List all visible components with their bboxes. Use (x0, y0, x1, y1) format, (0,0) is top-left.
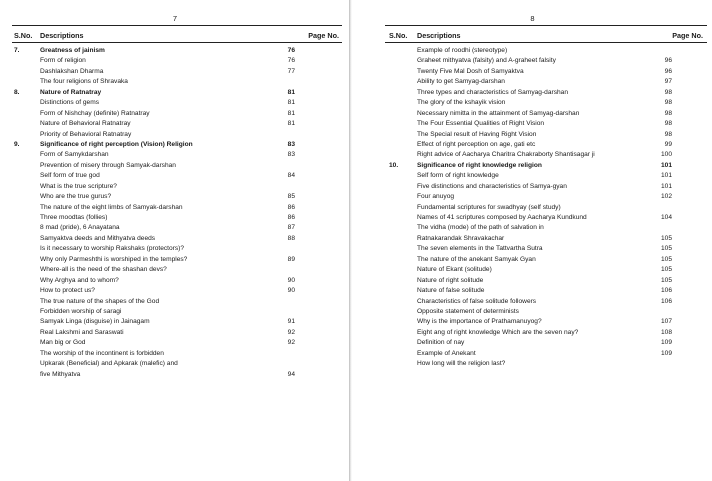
toc-row (389, 171, 672, 181)
description: The nature of the anekant Samyak Gyan (417, 255, 536, 263)
toc-row (14, 255, 295, 265)
page-ref: 96 (664, 67, 672, 75)
description: Why is the importance of Prathamanuyog? (417, 318, 542, 326)
sno-header: S.No. (389, 31, 408, 40)
toc-chapter-row (14, 46, 295, 56)
toc-row (389, 286, 672, 296)
description: How to protect us? (40, 287, 95, 295)
descriptions-header: Descriptions (40, 31, 84, 40)
page-ref: 90 (287, 287, 295, 295)
description: Who are the true gurus? (40, 193, 112, 201)
description: Greatness of jainism (40, 47, 105, 54)
description: Twenty Five Mal Dosh of Samyaktva (417, 67, 524, 75)
toc-row (389, 223, 672, 233)
page-ref: 92 (287, 328, 295, 336)
toc-row (14, 328, 295, 338)
page-ref: 98 (664, 130, 672, 138)
toc-row (389, 307, 672, 317)
page-ref: 98 (664, 88, 672, 96)
toc-row (14, 171, 295, 181)
toc-row (389, 130, 672, 140)
description: Dashlakshan Dharma (40, 67, 104, 75)
page-ref: 106 (660, 287, 672, 295)
page-ref: 81 (287, 88, 295, 96)
toc-row (14, 182, 295, 192)
serial-number: 8. (14, 88, 20, 96)
description: Graheet mithyatva (falsity) and A-graheet falsity (417, 57, 556, 65)
page-ref: 98 (664, 109, 672, 117)
page-ref: 83 (287, 140, 295, 148)
description: Self form of true god (40, 172, 100, 180)
description: Nature of false solitude (417, 287, 485, 295)
toc-row (389, 276, 672, 286)
toc-row (389, 244, 672, 254)
descriptions-header: Descriptions (417, 31, 461, 40)
page-ref: 83 (287, 151, 295, 159)
page-ref: 76 (287, 57, 295, 65)
toc-chapter-row (14, 88, 295, 98)
toc-row (14, 109, 295, 119)
description: Upkarak (Beneficial) and Apkarak (malefic) and (40, 360, 178, 368)
description: The Special result of Having Right Vision (417, 130, 537, 138)
page-ref: 94 (287, 370, 295, 378)
page-ref: 101 (660, 182, 672, 190)
toc-list (389, 46, 672, 370)
toc-row (389, 265, 672, 275)
description: Samyak Linga (disguise) in Jainagam (40, 318, 150, 326)
toc-row (389, 192, 672, 202)
description: Distinctions of gems (40, 99, 99, 107)
page-ref: 89 (287, 255, 295, 263)
toc-row (389, 88, 672, 98)
description: Nature of Ratnatray (40, 88, 102, 96)
description: The seven elements in the Tattvartha Sutra (417, 245, 543, 253)
description: Effect of right perception on age, gati etc (417, 140, 536, 148)
page-ref: 81 (287, 99, 295, 107)
description: The nature of the eight limbs of Samyak-darshan (40, 203, 183, 211)
description: The Four Essential Qualities of Right Vision (417, 120, 545, 128)
page-ref: 86 (287, 203, 295, 211)
page-ref: 105 (660, 276, 672, 284)
description: Where-all is the need of the shashan devs? (40, 266, 167, 274)
page-ref: 86 (287, 214, 295, 221)
toc-row (389, 234, 672, 244)
toc-row (389, 109, 672, 119)
toc-row (389, 349, 672, 359)
toc-row (14, 265, 295, 275)
description: Why only Parmeshthi is worshiped in the temples? (40, 255, 188, 263)
page-ref: 98 (664, 120, 672, 128)
toc-row (14, 192, 295, 202)
page-number: 7 (172, 14, 178, 23)
page-ref: 104 (660, 214, 672, 221)
toc-row (389, 255, 672, 265)
toc-row (14, 98, 295, 108)
toc-row (14, 338, 295, 348)
description: Samyaktva deeds and Mithyatva deeds (40, 234, 156, 242)
page-ref: 76 (287, 47, 295, 54)
page-ref: 101 (660, 161, 672, 169)
page-ref: 84 (287, 172, 295, 180)
toc-row (14, 286, 295, 296)
description: The true nature of the shapes of the God (40, 297, 160, 305)
toc-chapter-row (14, 140, 295, 150)
page-ref: 98 (664, 99, 672, 107)
toc-row (389, 67, 672, 77)
page-no-header: Page No. (672, 31, 703, 40)
description: The glory of the kshayik vision (417, 99, 506, 107)
description: Why Arghya and to whom? (40, 276, 119, 284)
page-ref: 106 (660, 297, 672, 305)
toc-row (14, 349, 295, 359)
description: The worship of the incontinent is forbidden (40, 349, 164, 357)
toc-row (389, 140, 672, 150)
toc-row (14, 150, 295, 160)
description: The four religions of Shravaka (40, 78, 128, 86)
page-number: 8 (530, 14, 535, 23)
toc-list (14, 46, 295, 380)
toc-row (14, 213, 295, 223)
description: Three types and characteristics of Samyag-darshan (417, 88, 568, 96)
toc-row (389, 77, 672, 87)
toc-row (14, 56, 295, 66)
page-ref: 96 (664, 57, 672, 65)
description: Form of Nishchay (definite) Ratnatray (40, 109, 150, 117)
toc-row (389, 119, 672, 129)
description: Man big or God (40, 339, 86, 347)
page-ref: 105 (660, 266, 672, 274)
page-no-header: Page No. (308, 31, 339, 40)
header-top-rule (385, 25, 707, 26)
page-ref: 77 (287, 67, 295, 75)
toc-row (389, 56, 672, 66)
left-page (0, 0, 350, 481)
description: 8 mad (pride), 6 Anayatana (40, 224, 120, 232)
toc-row (14, 203, 295, 213)
toc-row (389, 297, 672, 307)
description: Necessary nimitta in the attainment of Samyag-darshan (417, 109, 580, 117)
sno-header: S.No. (14, 31, 33, 40)
description: Nature of right solitude (417, 276, 484, 284)
description: Ratnakarandak Shravakachar (417, 234, 505, 242)
description: Eight ang of right knowledge Which are the seven nay? (417, 328, 579, 336)
description: Example of roodhi (stereotype) (417, 47, 508, 54)
description: Significance of right perception (Vision) Religion (40, 140, 193, 148)
toc-row (14, 307, 295, 317)
toc-row (14, 223, 295, 233)
description: Forbidden worship of saragi (40, 307, 122, 315)
toc-row (389, 203, 672, 213)
toc-row (389, 98, 672, 108)
description: Self form of right knowledge (417, 172, 499, 180)
toc-row (14, 161, 295, 171)
description: Names of 41 scriptures composed by Aacharya Kundkund (417, 214, 587, 221)
description: Five distinctions and characteristics of Samya-gyan (417, 182, 567, 190)
description: Form of religion (40, 57, 86, 65)
description: Priority of Behavioral Ratnatray (40, 130, 132, 138)
book-gutter (349, 0, 352, 481)
page-ref: 97 (664, 78, 672, 86)
description: Opposite statement of determinists (417, 307, 519, 315)
toc-row (14, 234, 295, 244)
description: Form of Samykdarshan (40, 151, 109, 159)
toc-row (389, 150, 672, 160)
page-ref: 92 (287, 339, 295, 347)
toc-row (389, 359, 672, 369)
serial-number: 7. (14, 47, 20, 54)
toc-row (14, 276, 295, 286)
toc-chapter-row (389, 161, 672, 171)
page-ref: 85 (287, 193, 295, 201)
right-page (353, 0, 712, 481)
page-ref: 105 (660, 234, 672, 242)
toc-row (389, 46, 672, 56)
description: How long will the religion last? (417, 360, 506, 368)
toc-row (14, 359, 295, 369)
toc-row (14, 370, 295, 380)
description: Example of Anekant (417, 349, 476, 357)
description: Ability to get Samyag-darshan (417, 78, 505, 86)
toc-row (14, 317, 295, 327)
page-ref: 81 (287, 109, 295, 117)
page-ref: 107 (660, 318, 672, 326)
toc-row (389, 317, 672, 327)
description: The vidha (mode) of the path of salvation in (417, 224, 544, 232)
serial-number: 9. (14, 140, 20, 148)
description: What is the true scripture? (40, 182, 117, 190)
description: Definition of nay (417, 339, 465, 347)
toc-row (14, 67, 295, 77)
description: Significance of right knowledge religion (417, 161, 542, 169)
page-ref: 88 (287, 234, 295, 242)
toc-row (389, 182, 672, 192)
page-ref: 102 (660, 193, 672, 201)
page-ref: 108 (660, 328, 672, 336)
serial-number: 10. (389, 161, 399, 169)
page-ref: 81 (287, 120, 295, 128)
description: Nature of Behavioral Ratnatray (40, 120, 131, 128)
toc-row (389, 213, 672, 223)
toc-row (14, 119, 295, 129)
page-ref: 109 (660, 349, 672, 357)
page-ref: 101 (660, 172, 672, 180)
page-ref: 105 (660, 245, 672, 253)
page-ref: 99 (664, 140, 672, 148)
page-ref: 100 (660, 151, 672, 159)
toc-row (14, 297, 295, 307)
description: Three moodtas (follies) (40, 214, 108, 221)
toc-row (389, 338, 672, 348)
description: Nature of Ekant (solitude) (417, 266, 492, 274)
description: Right advice of Aacharya Charitra Chakraborty Shantisagar ji (417, 151, 595, 159)
page-ref: 90 (287, 276, 295, 284)
description: Prevention of misery through Samyak-darshan (40, 161, 176, 169)
page-ref: 109 (660, 339, 672, 347)
description: Four anuyog (417, 193, 455, 201)
description: five Mithyatva (40, 370, 81, 378)
page-ref: 105 (660, 255, 672, 263)
description: Is it necessary to worship Rakshaks (protectors)? (40, 245, 185, 253)
toc-row (389, 328, 672, 338)
header-bottom-rule (12, 42, 342, 43)
toc-row (14, 77, 295, 87)
page-ref: 87 (287, 224, 295, 232)
description: Characteristics of false solitude followers (417, 297, 537, 305)
header-bottom-rule (385, 42, 707, 43)
page-ref: 91 (287, 318, 295, 326)
toc-row (14, 130, 295, 140)
toc-row (14, 244, 295, 254)
description: Fundamental scriptures for swadhyay (self study) (417, 203, 561, 211)
description: Real Lakshmi and Saraswati (40, 328, 124, 336)
header-top-rule (12, 25, 342, 26)
